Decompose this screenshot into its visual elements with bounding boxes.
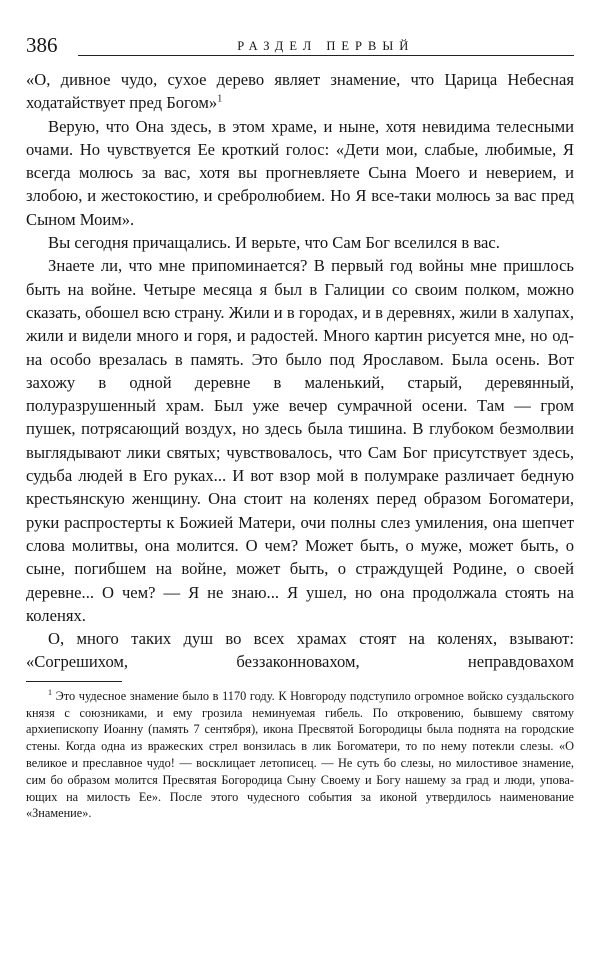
page-header	[26, 18, 574, 56]
book-page	[26, 18, 574, 822]
running-head: РАЗДЕЛ ПЕРВЫЙ	[78, 40, 575, 57]
paragraph-4: Знаете ли, что мне припоминается? В первый год войны мне пришлось быть на войне. Четыре месяца я был в Галиции со своим полком, можно сказать, обошел всю страну. Жили и в городах, и в деревнях, жили в халупах, жили и видели много и горя, и радостей. Много картин рисуется мне, но одна особо врезалась в память. Это было под Ярославом. Была осень. Вот захожу в одной деревне в маленький, старый, деревянный, полуразрушенный храм. Был уже вечер сумрачной осени. Там — гром пушек, потрясающий воздух, но здесь была тишина. В глубоком безмолвии выглядывают лики святых; чувствовалось, что Сам Бог присутствует здесь, судьба людей в Его руках... И вот взор мой в полумраке различает бедную крестьянскую женщину. Она стоит на коленях перед образом Богоматери, руки распростерты к Божией Матери, очи полны слез умиления, она шепчет слова молитвы, она молится. О чем? Может быть, о муже, может быть, о сыне, погибшем на войне, может быть, о страждущей Родине, о своей деревне... О чем? — Я не знаю... Я ушел, но она продолжала стоять на коленях.	[26, 256, 574, 625]
paragraph-3: Вы сегодня причащались. И верьте, что Сам Бог вселился в вас.	[48, 233, 500, 253]
footnote-text: Это чудесное знамение было в 1170 году. К Новгороду подступило огромное войско суздальского князя с союзниками, и ему грозила неминуемая гибель. По откровению, бывшему святому архиепископу Иоанну (память 7 сентября), икона Пресвятой Богородицы была поднята на городские стены. Когда одна из вражеских стрел вонзилась в лик Богоматери, то по нему потекли слезы. «О великое и преславное чудо! — восклицает летописец. — Не суть бо слезы, но милостивое знамение, сим бо образом молится Пресвятая Богородица Сыну Своему и Богу нашему за град и люди, уповающих на милость Ее». После этого чудесного события за иконой утвердилось наименование «Знамение».	[26, 688, 574, 821]
paragraph-5: О, много таких душ во всех храмах стоят на коленях, взывают: «Согрешихом, беззаконновахом, неправдовахом	[26, 629, 574, 672]
paragraph-2: Верую, что Она здесь, в этом храме, и ныне, хотя невидима телесными очами. Но чувствуется Ее кроткий голос: «Дети мои, слабые, любимые, Я всегда молюсь за вас, хотя вы прогневляете Сына Моего и неверием, и злобою, и жестокостию, и сребролюбием. Но Я все-таки молюсь за вас пред Сыном Моим».	[26, 116, 574, 229]
footnote-reference: 1	[217, 93, 223, 105]
body-text	[26, 68, 574, 674]
footnote-marker: 1	[48, 687, 52, 697]
paragraph-1-text: «О, дивное чудо, сухое дерево являет знамение, что Царица Небесная ходатайствует пред Богом»	[26, 70, 574, 113]
paragraph-1	[26, 68, 574, 115]
page-number: 386	[26, 33, 58, 57]
footnote	[26, 688, 574, 822]
footnote-divider	[26, 681, 122, 682]
